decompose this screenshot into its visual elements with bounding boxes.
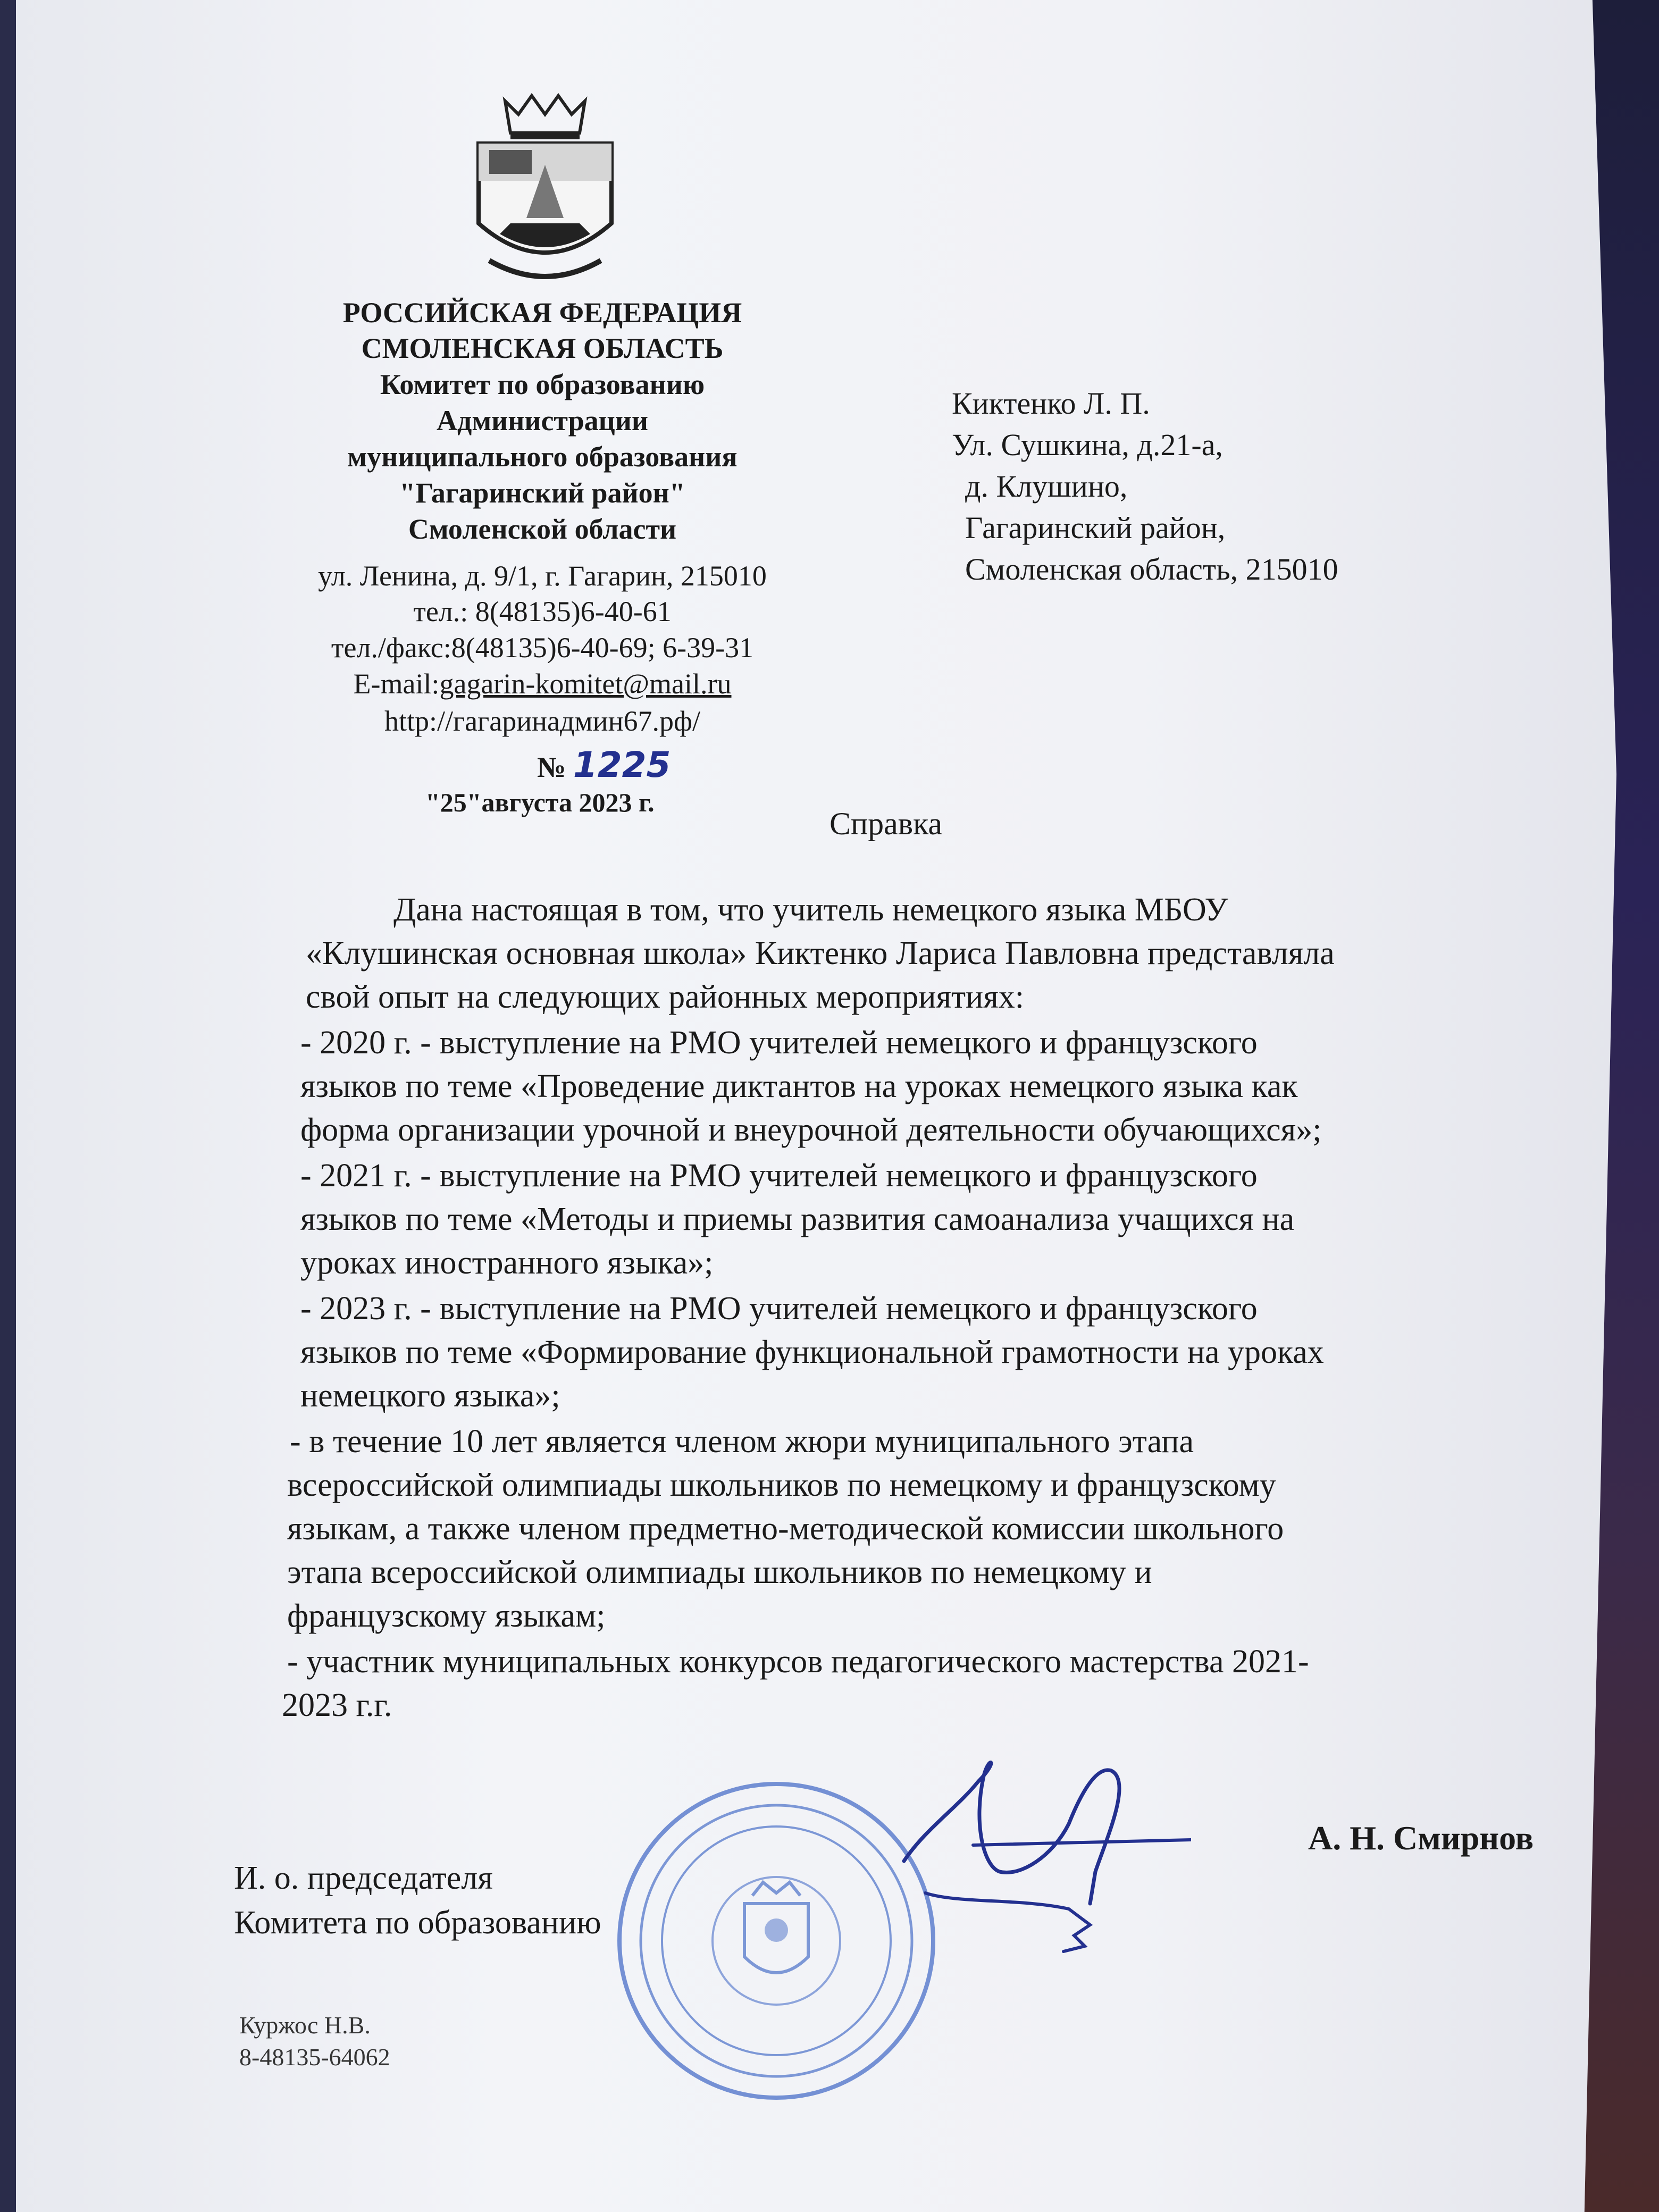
body-line: всероссийской олимпиады школьников по немецкому и французскому: [287, 1467, 1276, 1503]
body-line: уроках иностранного языка»;: [300, 1245, 714, 1281]
header-fax: тел./факс:8(48135)6-40-69; 6-39-31: [331, 632, 754, 664]
email-link[interactable]: gagarin-komitet@mail.ru: [439, 668, 732, 700]
header-website[interactable]: http://гагаринадмин67.рф/: [384, 705, 700, 737]
body-line: языков по теме «Методы и приемы развития самоанализа учащихся на: [300, 1201, 1295, 1237]
executor-name: Куржос Н.В.: [239, 2012, 371, 2039]
body-line: - участник муниципальных конкурсов педагогического мастерства 2021-: [287, 1644, 1309, 1680]
body-line: Дана настоящая в том, что учитель немецкого языка МБОУ: [393, 892, 1228, 928]
body-line: - в течение 10 лет является членом жюри муниципального этапа: [290, 1423, 1194, 1460]
header-district: "Гагаринский район": [399, 477, 685, 509]
document-title: Справка: [830, 806, 942, 841]
body-line: - 2023 г. - выступление на РМО учителей немецкого и французского: [300, 1291, 1258, 1327]
body-line: языков по теме «Формирование функциональной грамотности на уроках: [300, 1334, 1324, 1370]
body-line: - 2020 г. - выступление на РМО учителей немецкого и французского: [300, 1025, 1258, 1061]
handwritten-signature: [893, 1733, 1191, 1967]
body-line: форма организации урочной и внеурочной деятельности обучающихся»;: [300, 1112, 1322, 1148]
header-phone: тел.: 8(48135)6-40-61: [413, 596, 672, 627]
header-country: РОССИЙСКАЯ ФЕДЕРАЦИЯ: [342, 297, 742, 329]
coat-of-arms-emblem: [468, 90, 622, 287]
recipient-region: Смоленская область, 215010: [965, 552, 1338, 586]
email-label: E-mail:: [353, 668, 440, 700]
body-line: свой опыт на следующих районных мероприятиях:: [306, 979, 1024, 1015]
document-number: [537, 744, 671, 785]
body-line: «Клушинская основная школа» Киктенко Лариса Павловна представляла: [306, 935, 1335, 971]
header-committee: Комитет по образованию: [380, 368, 705, 400]
signatory-name: А. Н. Смирнов: [1308, 1819, 1534, 1857]
signatory-position-line2: Комитета по образованию: [234, 1905, 601, 1941]
number-label: №: [537, 751, 566, 783]
header-administration: Администрации: [437, 405, 648, 437]
body-line: этапа всероссийской олимпиады школьников по немецкому и: [287, 1554, 1152, 1590]
number-handwritten: 1225: [573, 744, 671, 785]
header-region: СМОЛЕНСКАЯ ОБЛАСТЬ: [361, 332, 724, 364]
recipient-village: д. Клушино,: [965, 469, 1128, 504]
official-stamp: [611, 1776, 941, 2106]
header-address: ул. Ленина, д. 9/1, г. Гагарин, 215010: [318, 560, 767, 592]
recipient-district: Гагаринский район,: [965, 510, 1226, 545]
body-line: - 2021 г. - выступление на РМО учителей немецкого и французского: [300, 1158, 1258, 1194]
header-municipality: муниципального образования: [347, 441, 738, 473]
header-email-line: [250, 664, 835, 704]
signatory-position-line1: И. о. председателя: [234, 1860, 493, 1896]
body-line: языкам, а также членом предметно-методической комиссии школьного: [287, 1511, 1284, 1547]
document-date: "25"августа 2023 г.: [425, 787, 655, 817]
recipient-name: Киктенко Л. П.: [952, 386, 1150, 421]
header-oblast: Смоленской области: [408, 513, 677, 545]
executor-phone: 8-48135-64062: [239, 2043, 390, 2071]
recipient-street: Ул. Сушкина, д.21-а,: [952, 428, 1223, 462]
body-line: 2023 г.г.: [282, 1687, 392, 1723]
body-line: языков по теме «Проведение диктантов на уроках немецкого языка как: [300, 1068, 1298, 1104]
body-line: французскому языкам;: [287, 1598, 606, 1634]
body-line: немецкого языка»;: [300, 1378, 560, 1414]
